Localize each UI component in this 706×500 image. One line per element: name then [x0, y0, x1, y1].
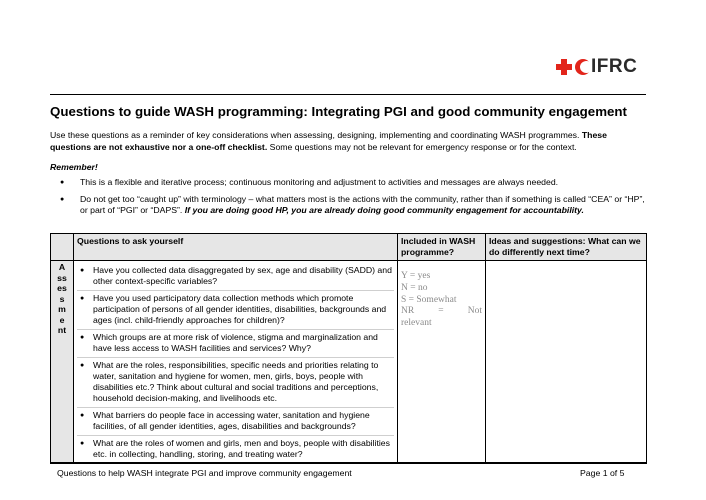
key-nr: [401, 306, 482, 318]
intro-text: Use these questions as a reminder of key considerations when assessing, designing, implementing and coordinating WASH programmes.: [50, 130, 580, 140]
questions-list: [77, 263, 394, 463]
section-letter: nt: [57, 325, 67, 335]
ifrc-logo: [556, 57, 637, 77]
section-letter: e: [59, 314, 65, 325]
key-yes: Y = yes: [401, 271, 431, 281]
table-header-row: [51, 234, 647, 261]
section-letter: A: [58, 262, 66, 272]
footer-title: Questions to help WASH integrate PGI and improve community engagement: [57, 468, 352, 478]
questions-cell: [74, 261, 398, 464]
section-letter: ss: [57, 272, 67, 283]
header-blank-cell: [51, 234, 74, 261]
question-item: ● What are the roles, responsibilities, specific needs and priorities relating to water, sanitation and hygiene for women, men, girls, boys, people with disabilities etc.? Think about cultural and social traditions and perceptions, household decision-making, and livelihoods etc.: [77, 358, 394, 408]
section-letter: es: [57, 283, 67, 293]
section-letter: s: [59, 293, 65, 304]
question-item: ● What are the roles of women and girls, men and boys, people with disabilities etc. in collecting, handling, storing, and treating water?: [77, 436, 394, 463]
key-nr-equals: =: [438, 306, 444, 317]
remember-bullets: [50, 177, 646, 222]
page-number: Page 1 of 5: [580, 468, 625, 478]
section-letter: m: [58, 304, 66, 314]
remember-heading: Remember!: [50, 162, 98, 172]
bullet-terminology-emphasis: If you are doing good HP, you are already doing good community engagement for accountability.: [184, 205, 584, 215]
red-cross-icon: [556, 59, 572, 75]
question-item: ● Which groups are at more risk of violence, stigma and marginalization and have less access to WASH facilities and services? Why?: [77, 330, 394, 358]
ideas-cell[interactable]: [486, 261, 647, 464]
bullet-terminology: [50, 194, 646, 217]
key-somewhat: S = Somewhat: [401, 294, 457, 305]
key-no: N = no: [401, 282, 428, 293]
logo-text: IFRC: [591, 56, 638, 77]
included-cell[interactable]: [398, 261, 486, 464]
header-included: Included in WASH programme?: [398, 234, 486, 261]
key-nr-not: Not: [467, 306, 482, 317]
key-nr-relevant: relevant: [401, 318, 432, 329]
footer-divider: [50, 462, 646, 463]
question-item: ● Have you collected data disaggregated by sex, age and disability (SADD) and other context-specific variables?: [77, 263, 394, 291]
key-nr-code: NR: [401, 306, 415, 317]
question-item: ● Have you used participatory data collection methods which promote participation of persons of all gender identities, disabilities, backgrounds and ages (incl. child-friendly approaches for children)?: [77, 291, 394, 330]
assessment-row: [51, 261, 647, 464]
intro-tail: Some questions may not be relevant for emergency response or for the context.: [269, 141, 577, 152]
page-title: Questions to guide WASH programming: Integrating PGI and good community engagement: [50, 104, 627, 119]
bullet-flexible: ● This is a flexible and iterative process; continuous monitoring and adjustment to activities and messages are always needed.: [50, 177, 646, 189]
questions-table: [50, 233, 647, 464]
bullet-terminology-text: Do not get too “caught up” with terminology – what matters most is the actions with the community, rather than if something is called “CEA” or “HP”, or part of “PGI” or “DAPS”.: [80, 193, 645, 215]
intro-paragraph: [50, 130, 646, 153]
intro-bold: These questions are not exhaustive nor a one-off checklist.: [50, 130, 607, 152]
section-label-assessment: [51, 261, 74, 464]
question-item: ● What barriers do people face in accessing water, sanitation and hygiene facilities, of all gender identities, ages, disabilities and backgrounds?: [77, 408, 394, 436]
header-divider: [50, 94, 646, 95]
header-ideas: Ideas and suggestions: What can we do differently next time?: [486, 234, 647, 261]
header-questions: Questions to ask yourself: [74, 234, 398, 261]
red-crescent-icon: [575, 59, 589, 75]
response-key: [401, 271, 482, 330]
